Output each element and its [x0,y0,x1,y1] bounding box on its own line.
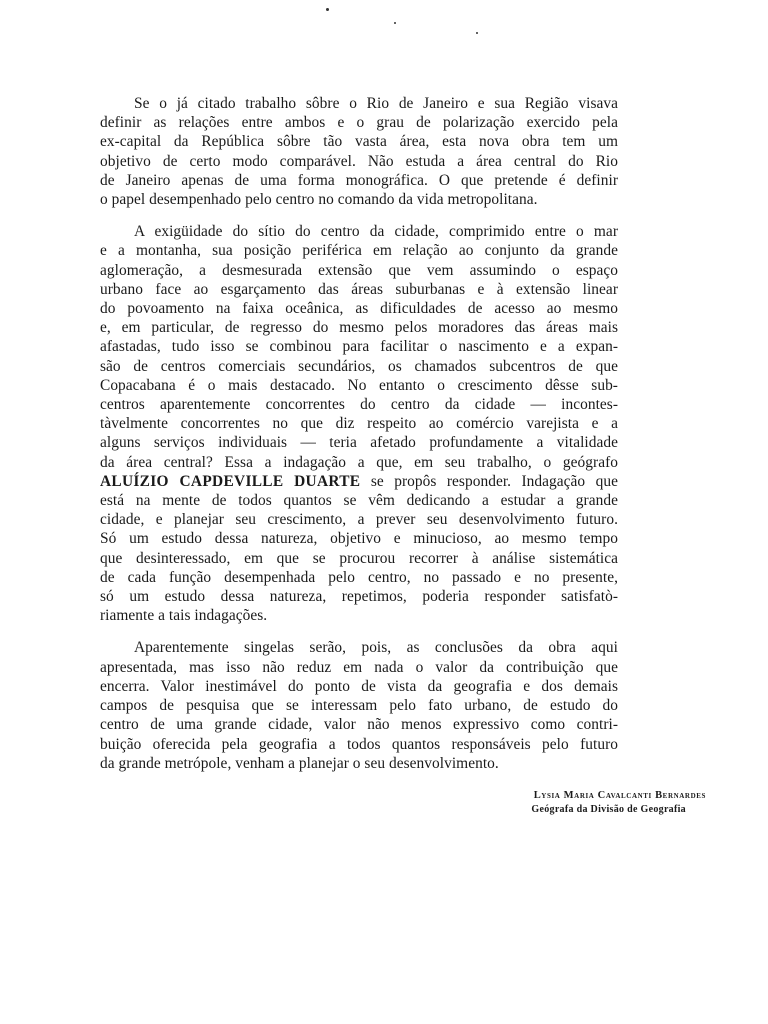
text-line: alguns serviços individuais — teria afetado profundamente a vitalidade [100,434,618,452]
text-line: afastadas, tudo isso se combinou para facilitar o nascimento e a expan- [100,338,618,356]
text-line: ex-capital da República sôbre tão vasta área, esta nova obra tem um [100,133,618,151]
text-line: Copacabana é o mais destacado. No entanto o crescimento dêsse sub- [100,376,618,394]
text-line: Aparentemente singelas serão, pois, as conclusões da obra aqui [134,639,618,657]
text-line: centro de uma grande cidade, valor não menos expressivo como contri- [100,716,618,734]
signature-role: Geógrafa da Divisão de Geografia [531,804,686,815]
text-line: e, em particular, de regresso do mesmo pelos moradores das áreas mais [100,319,618,337]
text-line: centros aparentemente concorrentes do centro da cidade — incontes- [100,396,618,414]
text-line: só um estudo dessa natureza, repetimos, poderia responder satisfatò- [100,588,618,606]
text-line: são de centros comerciais secundários, os chamados subcentros de que [100,357,618,375]
paragraph-1 [100,94,618,209]
text-line: cidade, e planejar seu crescimento, a prever seu desenvolvimento futuro. [100,511,618,529]
author-name: ALUÍZIO CAPDEVILLE DUARTE [100,472,361,490]
text-line: e a montanha, sua posição periférica em relação ao conjunto da grande [100,242,618,260]
text-line: aglomeração, a desmesurada extensão que vem assumindo o espaço [100,261,618,279]
text-line: definir as relações entre ambos e o grau de polarização exercido pela [100,114,618,132]
signature-block [531,789,706,817]
document-body [100,94,618,786]
text-line: tàvelmente concorrentes no que diz respeito ao comércio varejista e a [100,415,618,433]
scan-speck [326,8,329,11]
scan-speck [394,22,396,24]
text-line: está na mente de todos quantos se vêm dedicando a estudar a grande [100,492,618,510]
text-line: urbano face ao esgarçamento das áreas suburbanas e à extensão linear [100,280,618,298]
scan-speck [476,32,478,34]
signature-name: Lysia Maria Cavalcanti Bernardes [533,790,706,801]
text-line: de Janeiro apenas de uma forma monográfica. O que pretende é definir [100,171,618,189]
text-line: da grande metrópole, venham a planejar o seu desenvolvimento. [100,754,499,772]
text-line: objetivo de certo modo comparável. Não estuda a área central do Rio [100,152,618,170]
paragraph-3 [100,638,618,772]
text-line: que desinteressado, em que se procurou recorrer à análise sistemática [100,549,618,567]
text-line: Só um estudo dessa natureza, objetivo e minucioso, ao mesmo tempo [100,530,618,548]
paragraph-2 [100,222,618,625]
text-line: Se o já citado trabalho sôbre o Rio de Janeiro e sua Região visava [134,95,618,112]
text-line: da área central? Essa a indagação a que, em seu trabalho, o geógrafo [100,453,618,471]
text-line: riamente a tais indagações. [100,607,268,625]
text-line: ALUÍZIO CAPDEVILLE DUARTE se propôs responder. Indagação que [100,472,619,490]
text-line: o papel desempenhado pelo centro no comando da vida metropolitana. [100,191,538,209]
text-line: de cada função desempenhada pelo centro, no passado e no presente, [100,568,618,586]
text-line: encerra. Valor inestimável do ponto de vista da geografia e dos demais [100,677,618,695]
text-line: do povoamento na faixa oceânica, as dificuldades de acesso ao mesmo [100,300,618,318]
text-line: apresentada, mas isso não reduz em nada o valor da contribuição que [100,658,618,676]
text-line: A exigüidade do sítio do centro da cidade, comprimido entre o mar [134,223,618,241]
text-line: buição oferecida pela geografia a todos quantos responsáveis pelo futuro [100,735,618,753]
text-line: campos de pesquisa que se interessam pelo fato urbano, de estudo do [100,697,618,715]
